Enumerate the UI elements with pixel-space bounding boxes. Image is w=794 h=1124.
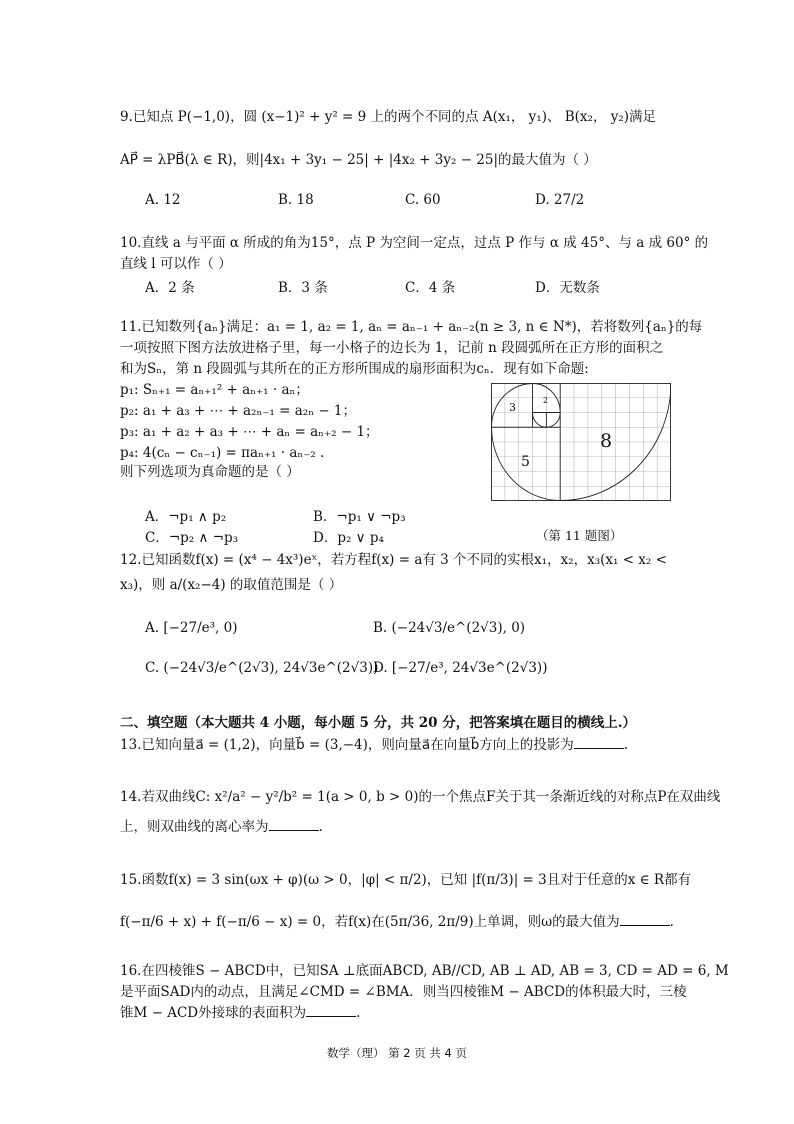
q16-answer-blank[interactable]	[306, 1004, 356, 1017]
q10-option-b: B．3 条	[278, 280, 328, 296]
q11-line1: 11.已知数列{aₙ}满足：a₁ = 1, a₂ = 1, aₙ = aₙ₋₁ + aₙ₋₂(n ≥ 3, n ∈ N*)，若将数列{aₙ}的每	[120, 319, 703, 335]
q11-line3: 和为Sₙ，第 n 段圆弧与其所在的正方形所围成的扇形面积为cₙ．现有如下命题:	[120, 361, 589, 377]
q13-line	[120, 736, 628, 754]
q10-line1: 10.直线 a 与平面 α 所成的角为15°，点 P 为空间一定点，过点 P 作与 α 成 45°、与 a 成 60° 的	[120, 235, 709, 251]
q9-option-d: D. 27/2	[535, 192, 585, 208]
q11-p3: p₃: a₁ + a₂ + a₃ + ⋯ + aₙ = aₙ₊₂ − 1；	[120, 424, 379, 440]
q10-option-a: A．2 条	[145, 280, 195, 296]
q13-period: .	[623, 737, 629, 753]
q15-line2	[120, 913, 674, 931]
q16-line2: 是平面SAD内的动点，且满足∠CMD = ∠BMA．则当四棱锥M − ABCD的体积最大时，三棱	[120, 984, 687, 1000]
q9-option-b: B. 18	[278, 192, 314, 208]
q12-option-a: A. [−27/e³, 0)	[145, 620, 238, 636]
page-footer: 数学（理） 第 2 页 共 4 页	[326, 1046, 468, 1060]
q16-line3	[120, 1004, 360, 1022]
fig-label-2: 2	[543, 396, 549, 405]
fig-label-5: 5	[521, 454, 530, 470]
q16-period: .	[356, 1005, 361, 1021]
q11-p1: p₁: Sₙ₊₁ = aₙ₊₁² + aₙ₊₁ · aₙ；	[120, 382, 309, 398]
q14-text: 上，则双曲线的离心率为	[120, 819, 269, 835]
q12-option-b: B. (−24√3/e^(2√3), 0)	[373, 620, 526, 636]
q11-p2: p₂: a₁ + a₃ + ⋯ + a₂ₙ₋₁ = a₂ₙ − 1；	[120, 403, 357, 419]
q10-option-c: C．4 条	[405, 280, 456, 296]
q10-line2: 直线 l 可以作（ ）	[120, 256, 232, 272]
q14-answer-blank[interactable]	[269, 818, 319, 831]
q11-option-a: A．¬p₁ ∧ p₂	[145, 509, 227, 525]
q11-line2: 一项按照下图方法放进格子里，每一小格子的边长为 1，记前 n 段圆弧所在正方形的面积之	[120, 340, 664, 356]
q13-answer-blank[interactable]	[574, 736, 624, 749]
q11-p4: p₄: 4(cₙ − cₙ₋₁) = πaₙ₊₁ · aₙ₋₂ .	[120, 445, 325, 461]
q13-text: 13.已知向量a⃗ = (1,2)，向量b⃗ = (3,−4)，则向量a⃗在向量b⃗方向上的投影为	[120, 737, 574, 753]
q9-option-c: C. 60	[405, 192, 441, 208]
q11-option-d: D．p₂ ∨ p₄	[313, 530, 384, 546]
q11-option-c: C．¬p₂ ∧ ¬p₃	[145, 530, 239, 546]
figure-caption: （第 11 题图）	[536, 528, 623, 543]
q14-line1: 14.若双曲线C: x²/a² − y²/b² = 1(a > 0, b > 0)的一个焦点F关于其一条渐近线的对称点P在双曲线	[120, 789, 721, 805]
q15-text: f(−π/6 + x) + f(−π/6 − x) = 0，若f(x)在(5π/36, 2π/9)上单调，则ω的最大值为	[120, 914, 620, 930]
q9-line1: 9.已知点 P(−1,0)，圆 (x−1)² + y² = 9 上的两个不同的点 A(x₁， y₁)、 B(x₂， y₂)满足	[120, 109, 657, 125]
q14-line2	[120, 818, 323, 836]
q10-option-d: D．无数条	[535, 280, 600, 296]
q9-line2: AP⃗ = λPB⃗(λ ∈ R)，则|4x₁ + 3y₁ − 25| + |4x₂ + 3y₂ − 25|的最大值为（ ）	[120, 152, 597, 168]
q9-option-a: A. 12	[145, 192, 181, 208]
fig-label-8: 8	[600, 430, 613, 452]
section-2-heading: 二、填空题（本大题共 4 小题，每小题 5 分，共 20 分，把答案填在题目的横线上.）	[120, 715, 636, 731]
q15-line1: 15.函数f(x) = 3 sin(ωx + φ)(ω > 0，|φ| < π/2)，已知 |f(π/3)| = 3且对于任意的x ∈ R都有	[120, 872, 692, 888]
q12-line2: x₃)，则 a/(x₂−4) 的取值范围是（ ）	[120, 577, 343, 593]
q12-line1: 12.已知函数f(x) = (x⁴ − 4x³)eˣ，若方程f(x) = a有 3 个不同的实根x₁，x₂，x₃(x₁ < x₂ <	[120, 552, 667, 568]
q15-period: .	[669, 914, 674, 930]
fibonacci-spiral-figure	[491, 383, 671, 501]
q12-option-d: D. [−27/e³, 24√3e^(2√3))	[373, 660, 548, 676]
q11-ask: 则下列选项为真命题的是（ ）	[120, 464, 300, 480]
q12-option-c: C. (−24√3/e^(2√3), 24√3e^(2√3))	[145, 660, 379, 676]
q15-answer-blank[interactable]	[620, 913, 670, 926]
fig-label-3: 3	[509, 401, 516, 414]
q11-option-b: B．¬p₁ ∨ ¬p₃	[313, 509, 406, 525]
q14-period: .	[318, 819, 323, 835]
q16-line1: 16.在四棱锥S − ABCD中，已知SA ⊥底面ABCD, AB//CD, AB ⊥ AD, AB = 3, CD = AD = 6, M	[120, 963, 729, 979]
q16-text: 锥M − ACD外接球的表面积为	[120, 1005, 307, 1021]
